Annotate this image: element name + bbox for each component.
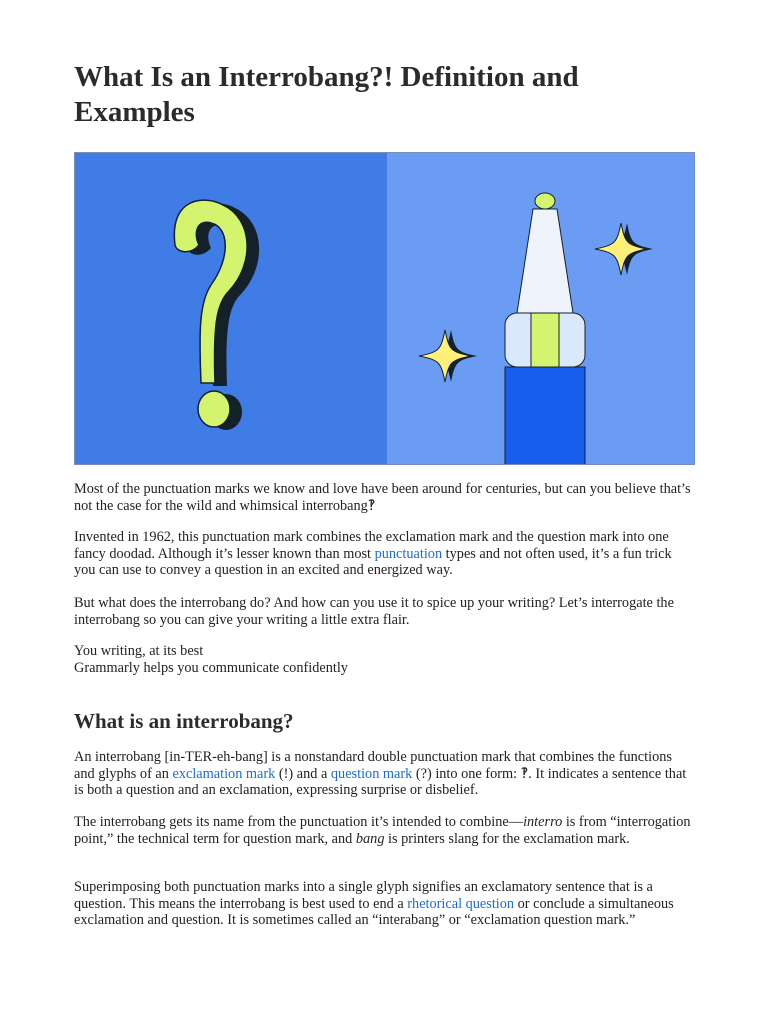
article-title: What Is an Interrobang?! Definition and Examples	[74, 61, 579, 128]
punctuation-link[interactable]: punctuation	[374, 545, 443, 562]
section-paragraph-3: Superimposing both punctuation marks into a single glyph signifies an exclamatory sentence that is a question. This means the interrobang is best used to end a rhetorical question or conclude a simultaneous exclamation and question. It is sometimes called an “interabang” or “exclamation question mark.”	[74, 879, 674, 928]
intro-paragraph-3: But what does the interrobang do? And how can you use it to spice up your writing? Let’s interrogate the interrobang so you can give your writing a little extra flair.	[74, 595, 674, 628]
rhetorical-question-link[interactable]: rhetorical question	[407, 895, 515, 912]
hero-illustration	[74, 152, 695, 465]
promo-line-1: You writing, at its best	[74, 643, 204, 659]
section-paragraph-2: The interrobang gets its name from the punctuation it’s intended to combine—interro is from “interrogation point,” the technical term for question mark, and bang is printers slang for the exclamation mark.	[74, 814, 691, 847]
intro-paragraph-1: Most of the punctuation marks we know and love have been around for centuries, but can you believe that’s not the case for the wild and whimsical interrobang‽	[74, 481, 691, 514]
exclamation-mark-link[interactable]: exclamation mark	[172, 765, 276, 782]
promo-line-2: Grammarly helps you communicate confidently	[74, 659, 348, 676]
question-mark-link[interactable]: question mark	[330, 765, 413, 782]
intro-paragraph-2: Invented in 1962, this punctuation mark combines the exclamation mark and the question mark into one fancy doodad. Although it’s lesser known than most punctuation types and not often used, it’s a fun trick you can use to convey a question in an excited and energized way.	[74, 529, 672, 578]
promo-text	[74, 643, 696, 676]
section-paragraph-1: An interrobang [in-TER-eh-bang] is a nonstandard double punctuation mark that combines the functions and glyphs of an exclamation mark (!) and a question mark (?) into one form: ‽. It indicates a sentence that is both a question and an exclamation, expressing surprise or disbelief.	[74, 749, 687, 798]
section-heading: What is an interrobang?	[74, 709, 294, 733]
